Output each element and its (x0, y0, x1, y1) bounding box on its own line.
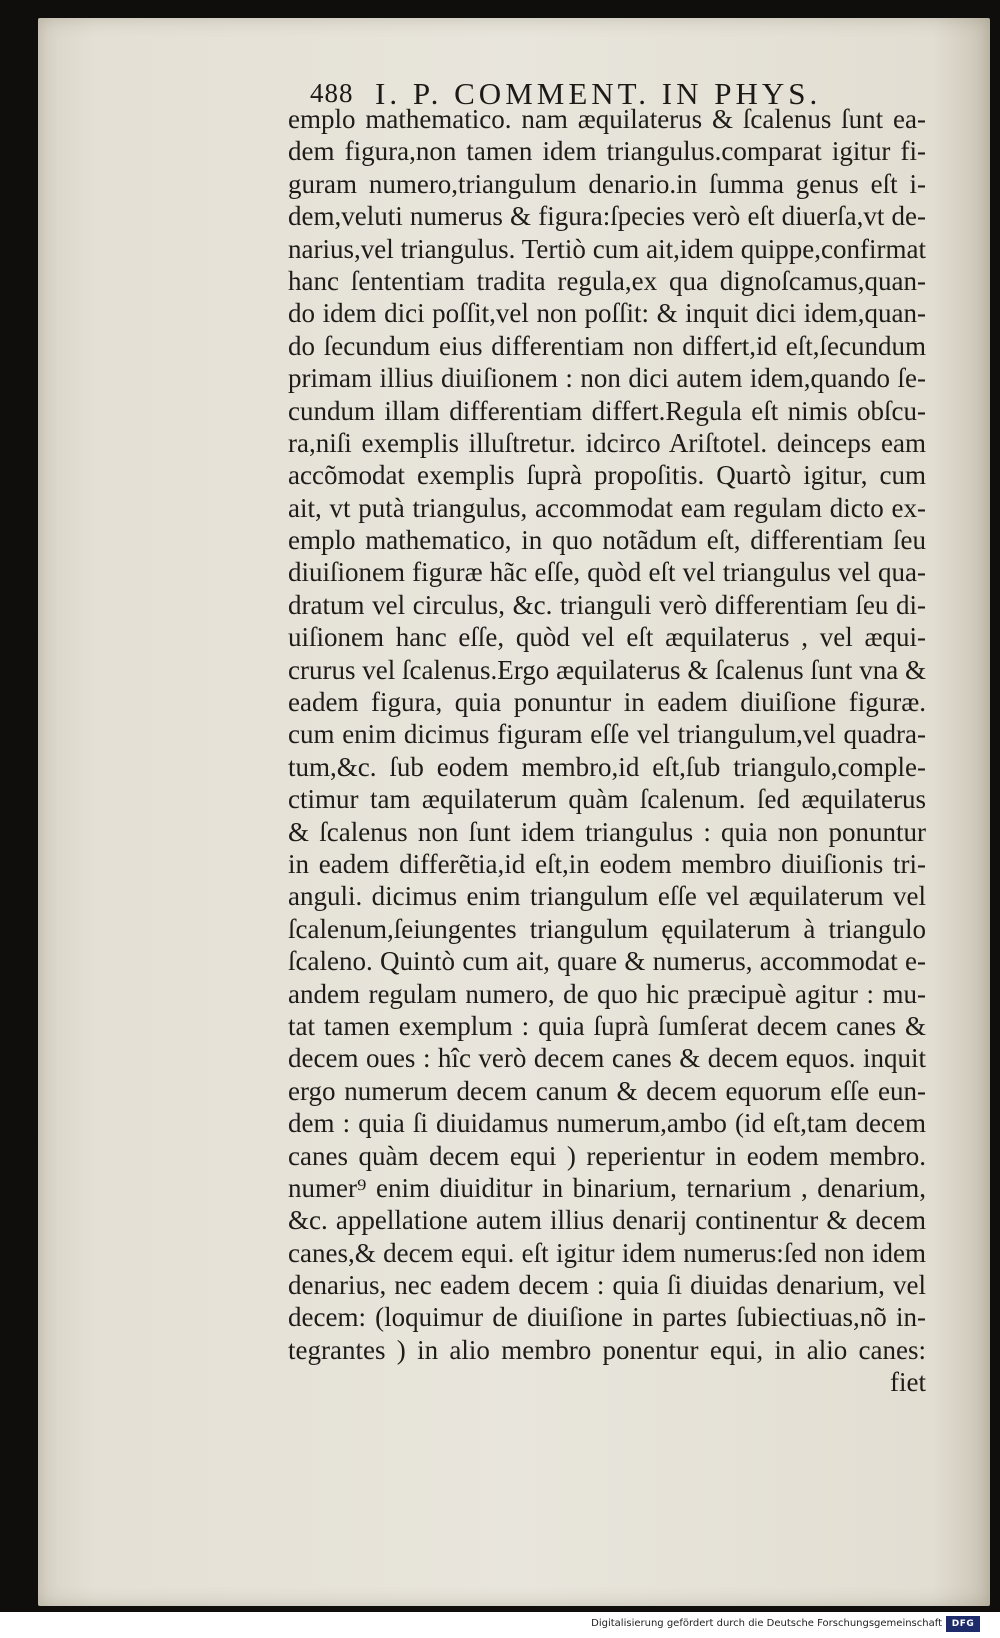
text-line: numer⁹ enim diuiditur in binarium, ternarium , denarium, (288, 1172, 926, 1203)
text-line: diuiſionem figuræ hãc eſſe, quòd eſt vel triangulus vel qua- (288, 557, 926, 588)
text-line: ſcaleno. Quintò cum ait, quare & numerus, accommodat e- (288, 946, 926, 977)
text-line: emplo mathematico. nam æquilaterus & ſcalenus ſunt ea- (288, 104, 926, 134)
text-line: andem regulam numero, de quo hic præcipuè agitur : mu- (288, 978, 926, 1009)
text-line: do idem dici poſſit,vel non poſſit: & inquit dici idem,quan- (288, 298, 926, 329)
text-line: decem: (loquimur de diuiſione in partes ſubiectiuas,nõ in- (288, 1302, 926, 1333)
text-line: cum enim dicimus figuram eſſe vel triangulum,vel quadra- (288, 719, 926, 750)
text-line: uiſionem hanc eſſe, quòd vel eſt æquilaterus , vel æqui- (288, 622, 926, 653)
text-line: narius,vel triangulus. Tertiò cum ait,idem quippe,confirmat (288, 233, 926, 264)
catchword: fiet (890, 1367, 926, 1398)
text-line: do ſecundum eius differentiam non differt,id eſt,ſecundum (288, 330, 926, 361)
text-line: ergo numerum decem canum & decem equorum eſſe eun- (288, 1075, 926, 1106)
text-line: in eadem differẽtia,id eſt,in eodem membro diuiſionis tri- (288, 848, 926, 879)
text-line: denarius, nec eadem decem : quia ſi diuidas denarium, vel (288, 1270, 926, 1301)
text-line: ctimur tam æquilaterum quàm ſcalenum. ſed æquilaterus (288, 784, 926, 815)
text-line: tat tamen exemplum : quia ſuprà ſumſerat decem canes & (288, 1010, 926, 1041)
text-line: ait, vt putà triangulus, accommodat eam regulam dicto ex- (288, 492, 926, 523)
footer-bar (0, 1612, 1000, 1638)
body-text (288, 103, 926, 1399)
text-line: ra,niſi exemplis illuſtretur. idcirco Ariſtotel. deinceps eam (288, 427, 926, 458)
text-line: guram numero,triangulum denario.in ſumma genus eſt i- (288, 168, 926, 199)
text-line: anguli. dicimus enim triangulum eſſe vel æquilaterum vel (288, 881, 926, 912)
text-line: canes quàm decem equi ) reperientur in eodem membro. (288, 1140, 926, 1171)
text-line: eadem figura, quia ponuntur in eadem diuiſione figuræ. (288, 687, 926, 718)
text-line: hanc ſententiam tradita regula,ex qua dignoſcamus,quan- (288, 265, 926, 296)
text-line: dratum vel circulus, &c. trianguli verò differentiam ſeu di- (288, 589, 926, 620)
text-line: crurus vel ſcalenus.Ergo æquilaterus & ſcalenus ſunt vna & (288, 654, 926, 685)
text-line: primam illius diuiſionem : non dici autem idem,quando ſe- (288, 363, 926, 394)
text-line: accõmodat exemplis ſuprà propoſitis. Quartò igitur, cum (288, 460, 926, 491)
text-line: & ſcalenus non ſunt idem triangulus : quia non ponuntur (288, 816, 926, 847)
text-line: ſcalenum,ſeiungentes triangulum ęquilaterum à triangulo (288, 913, 926, 944)
text-line: emplo mathematico, in quo notãdum eſt, differentiam ſeu (288, 525, 926, 556)
text-line: dem,veluti numerus & figura:ſpecies verò eſt diuerſa,vt de- (288, 201, 926, 232)
text-line: cundum illam differentiam differt.Regula eſt nimis obſcu- (288, 395, 926, 426)
digitization-credit: Digitalisierung gefördert durch die Deutsche Forschungsgemeinschaft (591, 1618, 942, 1629)
text-line: &c. appellatione autem illius denarij continentur & decem (288, 1205, 926, 1236)
text-line: dem figura,non tamen idem triangulus.comparat igitur fi- (288, 136, 926, 167)
dfg-logo: DFG (946, 1616, 980, 1632)
text-line: tegrantes ) in alio membro ponentur equi, in alio canes: (288, 1334, 926, 1365)
text-line: decem oues : hîc verò decem canes & decem equos. inquit (288, 1043, 926, 1074)
text-line: canes,& decem equi. eſt igitur idem numerus:ſed non idem (288, 1237, 926, 1268)
text-line: tum,&c. ſub eodem membro,id eſt,ſub triangulo,comple- (288, 751, 926, 782)
text-line: dem : quia ſi diuidamus numerum,ambo (id eſt,tam decem (288, 1108, 926, 1139)
page-number: 488 (310, 78, 354, 108)
running-head-title: I. P. COMMENT. IN PHYS. (375, 76, 822, 111)
